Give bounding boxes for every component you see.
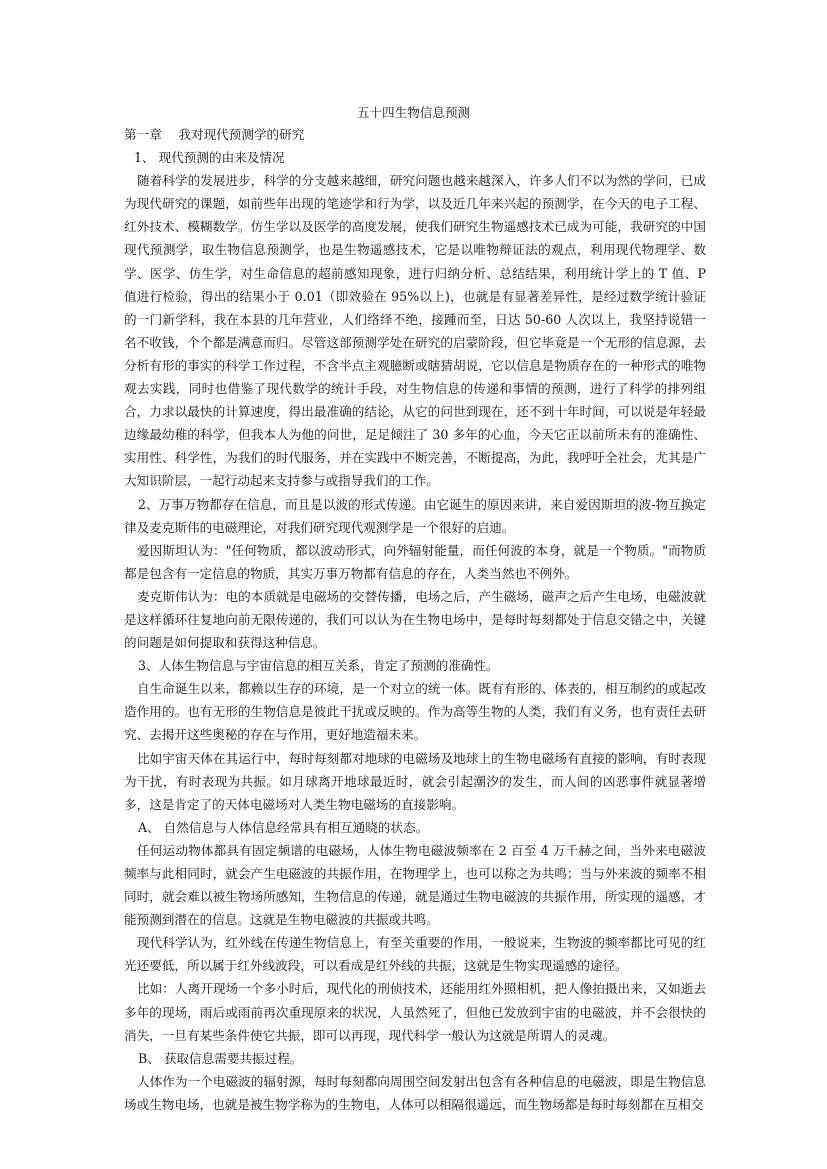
chapter-heading: 第一章 我对现代预测学的研究 <box>124 127 305 142</box>
body-paragraph: 爱因斯坦认为："任何物质，都以波动形式，向外辐射能量，而任何波的本身，就是一个物质。"而物质都是包含有一定信息的物质，其实万事万物都有信息的存在，人类当然也不例外。 <box>124 542 706 581</box>
section-heading: 1、 现代预测的由来及情况 <box>134 150 285 166</box>
body-paragraph: 自生命诞生以来，都赖以生存的环境，是一个对立的统一体。既有有形的、体表的，相互制约的或起改造作用的。也有无形的生物信息是彼此干扰或反映的。作为高等生物的人类，我们有义务，也有责任去研究、去揭开这些奥秘的存在与作用，更好地造福未来。 <box>124 681 706 743</box>
section-heading: B、 获取信息需要共振过程。 <box>138 1050 303 1066</box>
section-heading: 2、万事万物都存在信息，而且是以波的形式传递。由它诞生的原因来讲，来自爱因斯坦的波-物互换定律及麦克斯伟的电磁理论，对我们研究现代观测学是一个很好的启迪。 <box>124 496 706 535</box>
body-paragraph: 现代科学认为，红外线在传递生物信息上，有至关重要的作用，一般说来，生物波的频率都比可见的红光还要低，所以属于红外线波段，可以看成是红外线的共振，这就是生物实现遥感的途径。 <box>124 935 706 974</box>
document-title: 五十四生物信息预测 <box>356 105 471 120</box>
body-paragraph: 人体作为一个电磁波的辐射源，每时每刻都向周围空间发射出包含有各种信息的电磁波，即是生物信息场或生物电场，也就是被生物学称为的生物电，人体可以相隔很遥远，而生物场都是每时每刻都在互相交 <box>124 1073 706 1112</box>
section-heading: 3、人体生物信息与宇宙信息的相互关系，肯定了预测的准确性。 <box>138 658 499 674</box>
body-paragraph: 比如：人离开现场一个多小时后，现代化的刑侦技术，还能用红外照相机，把人像拍摄出来，又如逝去多年的现场，雨后或雨前再次重现原来的状况，人虽然死了，但他已发放到宇宙的电磁波，并不会很快的消失，一旦有某些条件使它共振，即可以再现，现代科学一般认为这就是所谓人的灵魂。 <box>124 981 706 1043</box>
body-paragraph: 任何运动物体都具有固定频谱的电磁场，人体生物电磁波频率在 2 百至 4 万千赫之间，当外来电磁波频率与此相同时，就会产生电磁波的共振作用，在物理学上，也可以称之为共鸣；当与外来波的频率不相同时，就会难以被生物场所感知，生物信息的传递，就是通过生物电磁波的共振作用，所实现的遥感，才能预测到潜在的信息。这就是生物电磁波的共振或共鸣。 <box>124 842 706 928</box>
document-body <box>124 123 706 1116</box>
body-paragraph: 随着科学的发展进步，科学的分支越来越细，研究问题也越来越深入，许多人们不以为然的学问，已成为现代研究的课题，如前些年出现的笔迹学和行为学，以及近几年来兴起的预测学，在今天的电子工程、红外技术、模糊数学。仿生学以及医学的高度发展，使我们研究生物遥感技术已成为可能，我研究的中国现代预测学，取生物信息预测学，也是生物遥感技术，它是以唯物辩证法的观点，利用现代物理学、数学、医学、仿生学，对生命信息的超前感知现象，进行归纳分析、总结结果，利用统计学上的 T 值、P 值进行检验，得出的结果小于 0.01（即效验在 95%以上)，也就是有显著差异性，是经过数学统计验证的一门新学科，我在本县的几年营业，人们络绎不绝，接踵而至，日达 50-60 人次以上，我坚持说错一名不收钱，个个都是满意而归。尽管这部预测学处在研究的启蒙阶段，但它毕竟是一个无形的信息源，去分析有形的事实的科学工作过程，不含半点主观臆断或瞎猜胡说，它以信息是物质存在的一种形式的唯物观去实践，同时也借鉴了现代数学的统计手段，对生物信息的传递和事情的预测，进行了科学的排列组合，力求以最快的计算速度，得出最准确的结论，从它的问世到现在，还不到十年时间，可以说是年轻最边缘最幼稚的科学，但我本人为他的问世，足足倾注了 30 多年的心血，今天它正以前所未有的准确性、实用性、科学性，为我们的时代服务，并在实践中不断完善，不断提高，为此，我呼吁全社会，尤其是广大知识阶层，一起行动起来支持参与或指导我们的工作。 <box>124 173 706 489</box>
body-paragraph: 比如宇宙天体在其运行中，每时每刻都对地球的电磁场及地球上的生物电磁场有直接的影响，有时表现为干扰，有时表现为共振。如月球离开地球最近时，就会引起潮汐的发生，而人间的凶恶事件就显著增多，这是肯定了的天体电磁场对人类生物电磁场的直接影响。 <box>124 750 706 812</box>
section-heading: A、 自然信息与人体信息经常具有相互通晓的状态。 <box>138 819 429 835</box>
body-paragraph: 麦克斯伟认为：电的本质就是电磁场的交替传播，电场之后，产生磁场，磁声之后产生电场，电磁波就是这样循环往复地向前无限传递的，我们可以认为在生物电场中，是每时每刻都处于信息交错之中，关键的问题是如何提取和获得这种信息。 <box>124 588 706 651</box>
